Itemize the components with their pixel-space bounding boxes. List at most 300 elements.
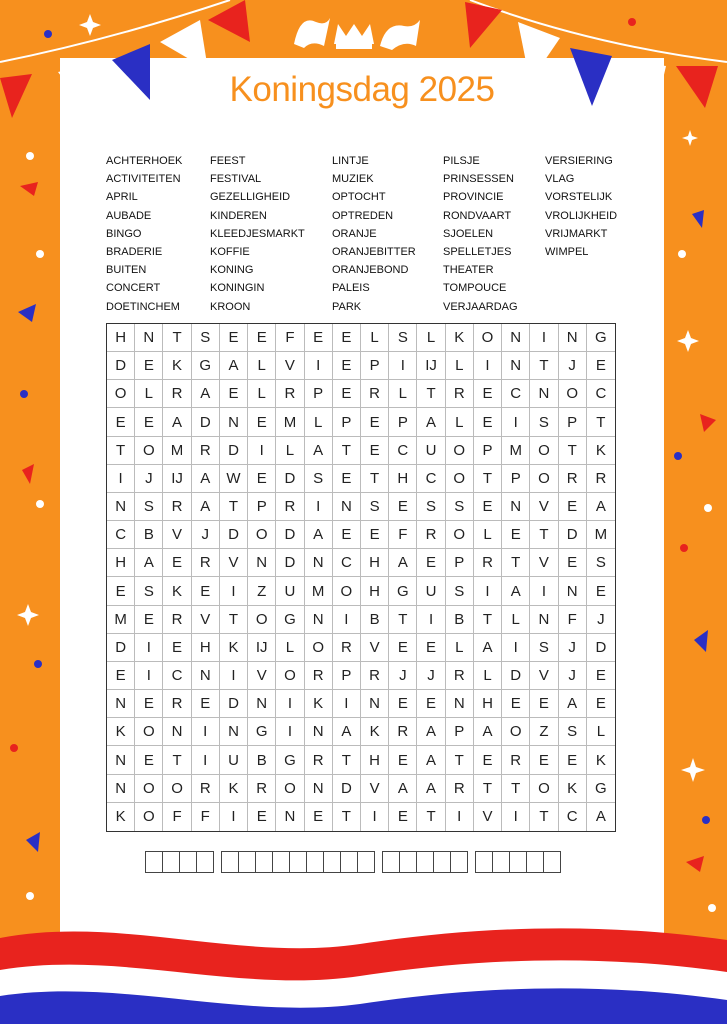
grid-cell[interactable]: N xyxy=(135,324,163,352)
grid-cell[interactable]: E xyxy=(559,746,587,774)
grid-cell[interactable]: N xyxy=(361,690,389,718)
grid-cell[interactable]: K xyxy=(107,718,135,746)
answer-letter-box[interactable] xyxy=(272,851,290,873)
grid-cell[interactable]: E xyxy=(248,408,276,436)
grid-cell[interactable]: R xyxy=(333,634,361,662)
grid-cell[interactable]: V xyxy=(220,549,248,577)
grid-cell[interactable]: E xyxy=(192,577,220,605)
grid-cell[interactable]: E xyxy=(333,521,361,549)
grid-cell[interactable]: N xyxy=(107,775,135,803)
grid-cell[interactable]: E xyxy=(333,465,361,493)
grid-cell[interactable]: N xyxy=(248,549,276,577)
grid-cell[interactable]: S xyxy=(361,493,389,521)
grid-cell[interactable]: E xyxy=(248,324,276,352)
answer-letter-box[interactable] xyxy=(323,851,341,873)
grid-cell[interactable]: I xyxy=(135,634,163,662)
answer-letter-box[interactable] xyxy=(382,851,400,873)
grid-cell[interactable]: T xyxy=(502,549,530,577)
grid-cell[interactable]: E xyxy=(389,634,417,662)
grid-cell[interactable]: O xyxy=(135,775,163,803)
grid-cell[interactable]: C xyxy=(502,380,530,408)
grid-cell[interactable]: T xyxy=(474,775,502,803)
grid-cell[interactable]: I xyxy=(446,803,474,831)
grid-cell[interactable]: A xyxy=(305,437,333,465)
grid-cell[interactable]: N xyxy=(559,324,587,352)
grid-cell[interactable]: B xyxy=(446,606,474,634)
grid-cell[interactable]: R xyxy=(163,690,191,718)
grid-cell[interactable]: A xyxy=(474,634,502,662)
grid-cell[interactable]: N xyxy=(107,493,135,521)
grid-cell[interactable]: R xyxy=(248,775,276,803)
grid-cell[interactable]: I xyxy=(107,465,135,493)
grid-cell[interactable]: E xyxy=(417,634,445,662)
grid-cell[interactable]: E xyxy=(333,352,361,380)
grid-cell[interactable]: H xyxy=(107,549,135,577)
grid-cell[interactable]: IJ xyxy=(417,352,445,380)
grid-cell[interactable]: B xyxy=(361,606,389,634)
grid-cell[interactable]: T xyxy=(333,746,361,774)
grid-cell[interactable]: Z xyxy=(530,718,558,746)
grid-cell[interactable]: E xyxy=(587,690,615,718)
grid-cell[interactable]: N xyxy=(305,549,333,577)
grid-cell[interactable]: A xyxy=(389,775,417,803)
grid-cell[interactable]: I xyxy=(220,662,248,690)
grid-cell[interactable]: O xyxy=(248,606,276,634)
grid-cell[interactable]: R xyxy=(389,718,417,746)
grid-cell[interactable]: D xyxy=(276,521,304,549)
grid-cell[interactable]: V xyxy=(276,352,304,380)
grid-cell[interactable]: O xyxy=(559,380,587,408)
grid-cell[interactable]: I xyxy=(276,718,304,746)
grid-cell[interactable]: J xyxy=(389,662,417,690)
grid-cell[interactable]: O xyxy=(135,803,163,831)
grid-cell[interactable]: U xyxy=(220,746,248,774)
grid-cell[interactable]: E xyxy=(135,690,163,718)
grid-cell[interactable]: R xyxy=(163,380,191,408)
grid-cell[interactable]: L xyxy=(502,606,530,634)
grid-cell[interactable]: D xyxy=(333,775,361,803)
grid-cell[interactable]: L xyxy=(446,352,474,380)
grid-cell[interactable]: U xyxy=(276,577,304,605)
grid-cell[interactable]: T xyxy=(220,493,248,521)
grid-cell[interactable]: E xyxy=(587,352,615,380)
grid-cell[interactable]: E xyxy=(220,324,248,352)
grid-cell[interactable]: F xyxy=(276,324,304,352)
grid-cell[interactable]: D xyxy=(192,408,220,436)
grid-cell[interactable]: G xyxy=(587,324,615,352)
grid-cell[interactable]: E xyxy=(474,746,502,774)
grid-cell[interactable]: K xyxy=(107,803,135,831)
grid-cell[interactable]: D xyxy=(276,549,304,577)
grid-cell[interactable]: I xyxy=(220,803,248,831)
grid-cell[interactable]: E xyxy=(530,690,558,718)
grid-cell[interactable]: K xyxy=(559,775,587,803)
grid-cell[interactable]: R xyxy=(276,380,304,408)
grid-cell[interactable]: I xyxy=(333,606,361,634)
grid-cell[interactable]: IJ xyxy=(163,465,191,493)
grid-cell[interactable]: R xyxy=(305,746,333,774)
grid-cell[interactable]: E xyxy=(587,662,615,690)
grid-cell[interactable]: J xyxy=(559,634,587,662)
grid-cell[interactable]: E xyxy=(530,746,558,774)
grid-cell[interactable]: G xyxy=(587,775,615,803)
grid-cell[interactable]: L xyxy=(248,352,276,380)
grid-cell[interactable]: P xyxy=(248,493,276,521)
grid-cell[interactable]: C xyxy=(107,521,135,549)
grid-cell[interactable]: T xyxy=(220,606,248,634)
grid-cell[interactable]: P xyxy=(446,718,474,746)
grid-cell[interactable]: A xyxy=(192,380,220,408)
grid-cell[interactable]: K xyxy=(587,746,615,774)
grid-cell[interactable]: A xyxy=(559,690,587,718)
grid-cell[interactable]: T xyxy=(163,324,191,352)
grid-cell[interactable]: M xyxy=(587,521,615,549)
grid-cell[interactable]: M xyxy=(107,606,135,634)
grid-cell[interactable]: H xyxy=(389,465,417,493)
grid-cell[interactable]: N xyxy=(276,803,304,831)
grid-cell[interactable]: D xyxy=(220,521,248,549)
grid-cell[interactable]: N xyxy=(220,718,248,746)
grid-cell[interactable]: R xyxy=(587,465,615,493)
grid-cell[interactable]: R xyxy=(361,380,389,408)
grid-cell[interactable]: L xyxy=(474,662,502,690)
grid-cell[interactable]: E xyxy=(587,577,615,605)
grid-cell[interactable]: C xyxy=(559,803,587,831)
grid-cell[interactable]: E xyxy=(559,549,587,577)
grid-cell[interactable]: A xyxy=(305,521,333,549)
grid-cell[interactable]: I xyxy=(305,493,333,521)
grid-cell[interactable]: T xyxy=(163,746,191,774)
grid-cell[interactable]: I xyxy=(192,746,220,774)
answer-letter-box[interactable] xyxy=(221,851,239,873)
grid-cell[interactable]: P xyxy=(333,662,361,690)
grid-cell[interactable]: L xyxy=(305,408,333,436)
grid-cell[interactable]: V xyxy=(361,775,389,803)
grid-cell[interactable]: E xyxy=(107,662,135,690)
answer-letter-box[interactable] xyxy=(179,851,197,873)
grid-cell[interactable]: Z xyxy=(248,577,276,605)
grid-cell[interactable]: D xyxy=(502,662,530,690)
grid-cell[interactable]: N xyxy=(305,775,333,803)
grid-cell[interactable]: C xyxy=(163,662,191,690)
grid-cell[interactable]: N xyxy=(333,493,361,521)
grid-cell[interactable]: E xyxy=(135,352,163,380)
answer-letter-box[interactable] xyxy=(340,851,358,873)
grid-cell[interactable]: T xyxy=(559,437,587,465)
grid-cell[interactable]: O xyxy=(446,437,474,465)
grid-cell[interactable]: E xyxy=(163,634,191,662)
grid-cell[interactable]: O xyxy=(530,465,558,493)
grid-cell[interactable]: P xyxy=(474,437,502,465)
grid-cell[interactable]: D xyxy=(107,634,135,662)
grid-cell[interactable]: R xyxy=(163,606,191,634)
grid-cell[interactable]: D xyxy=(220,437,248,465)
answer-letter-box[interactable] xyxy=(145,851,163,873)
grid-cell[interactable]: V xyxy=(474,803,502,831)
grid-cell[interactable]: V xyxy=(361,634,389,662)
grid-cell[interactable]: E xyxy=(135,606,163,634)
grid-cell[interactable]: T xyxy=(587,408,615,436)
grid-cell[interactable]: J xyxy=(559,662,587,690)
grid-cell[interactable]: I xyxy=(220,577,248,605)
grid-cell[interactable]: N xyxy=(502,352,530,380)
grid-cell[interactable]: T xyxy=(530,352,558,380)
grid-cell[interactable]: A xyxy=(474,718,502,746)
grid-cell[interactable]: J xyxy=(135,465,163,493)
answer-letter-box[interactable] xyxy=(306,851,324,873)
grid-cell[interactable]: N xyxy=(248,690,276,718)
grid-cell[interactable]: N xyxy=(502,493,530,521)
answer-letter-box[interactable] xyxy=(357,851,375,873)
grid-cell[interactable]: R xyxy=(192,437,220,465)
grid-cell[interactable]: L xyxy=(446,634,474,662)
grid-cell[interactable]: I xyxy=(361,803,389,831)
grid-cell[interactable]: K xyxy=(305,690,333,718)
grid-cell[interactable]: T xyxy=(474,465,502,493)
grid-cell[interactable]: G xyxy=(276,606,304,634)
grid-cell[interactable]: O xyxy=(502,718,530,746)
grid-cell[interactable]: L xyxy=(248,380,276,408)
grid-cell[interactable]: E xyxy=(474,408,502,436)
grid-cell[interactable]: K xyxy=(587,437,615,465)
answer-letter-box[interactable] xyxy=(416,851,434,873)
grid-cell[interactable]: L xyxy=(587,718,615,746)
grid-cell[interactable]: W xyxy=(220,465,248,493)
grid-cell[interactable]: O xyxy=(107,380,135,408)
grid-cell[interactable]: I xyxy=(192,718,220,746)
answer-letter-box[interactable] xyxy=(196,851,214,873)
grid-cell[interactable]: H xyxy=(361,746,389,774)
grid-cell[interactable]: E xyxy=(474,493,502,521)
grid-cell[interactable]: P xyxy=(389,408,417,436)
grid-cell[interactable]: D xyxy=(559,521,587,549)
grid-cell[interactable]: S xyxy=(446,493,474,521)
grid-cell[interactable]: C xyxy=(587,380,615,408)
grid-cell[interactable]: L xyxy=(276,634,304,662)
grid-cell[interactable]: O xyxy=(135,718,163,746)
grid-cell[interactable]: C xyxy=(417,465,445,493)
answer-letter-box[interactable] xyxy=(238,851,256,873)
grid-cell[interactable]: I xyxy=(474,577,502,605)
grid-cell[interactable]: O xyxy=(474,324,502,352)
grid-cell[interactable]: V xyxy=(192,606,220,634)
grid-cell[interactable]: R xyxy=(361,662,389,690)
grid-cell[interactable]: R xyxy=(192,775,220,803)
grid-cell[interactable]: E xyxy=(192,690,220,718)
grid-cell[interactable]: D xyxy=(220,690,248,718)
answer-letter-box[interactable] xyxy=(433,851,451,873)
grid-cell[interactable]: A xyxy=(502,577,530,605)
grid-cell[interactable]: O xyxy=(530,775,558,803)
grid-cell[interactable]: K xyxy=(220,634,248,662)
grid-cell[interactable]: A xyxy=(333,718,361,746)
grid-cell[interactable]: S xyxy=(530,408,558,436)
grid-cell[interactable]: D xyxy=(107,352,135,380)
grid-cell[interactable]: R xyxy=(502,746,530,774)
grid-cell[interactable]: S xyxy=(530,634,558,662)
grid-cell[interactable]: R xyxy=(163,493,191,521)
grid-cell[interactable]: J xyxy=(192,521,220,549)
grid-cell[interactable]: N xyxy=(446,690,474,718)
grid-cell[interactable]: V xyxy=(248,662,276,690)
grid-cell[interactable]: A xyxy=(135,549,163,577)
grid-cell[interactable]: E xyxy=(248,465,276,493)
grid-cell[interactable]: L xyxy=(417,324,445,352)
grid-cell[interactable]: A xyxy=(192,493,220,521)
grid-cell[interactable]: R xyxy=(446,380,474,408)
grid-cell[interactable]: I xyxy=(417,606,445,634)
grid-cell[interactable]: G xyxy=(276,746,304,774)
grid-cell[interactable]: V xyxy=(530,549,558,577)
grid-cell[interactable]: E xyxy=(389,803,417,831)
grid-cell[interactable]: I xyxy=(502,408,530,436)
grid-cell[interactable]: B xyxy=(248,746,276,774)
grid-cell[interactable]: E xyxy=(333,324,361,352)
answer-letter-box[interactable] xyxy=(289,851,307,873)
grid-cell[interactable]: T xyxy=(107,437,135,465)
grid-cell[interactable]: S xyxy=(192,324,220,352)
grid-cell[interactable]: E xyxy=(361,408,389,436)
grid-cell[interactable]: A xyxy=(389,549,417,577)
grid-cell[interactable]: U xyxy=(417,577,445,605)
grid-cell[interactable]: L xyxy=(474,521,502,549)
grid-cell[interactable]: I xyxy=(530,324,558,352)
grid-cell[interactable]: K xyxy=(163,352,191,380)
grid-cell[interactable]: B xyxy=(135,521,163,549)
grid-cell[interactable]: H xyxy=(361,549,389,577)
grid-cell[interactable]: N xyxy=(107,746,135,774)
grid-cell[interactable]: E xyxy=(389,493,417,521)
grid-cell[interactable]: O xyxy=(333,577,361,605)
answer-letter-box[interactable] xyxy=(526,851,544,873)
grid-cell[interactable]: A xyxy=(220,352,248,380)
answer-letter-box[interactable] xyxy=(450,851,468,873)
grid-cell[interactable]: E xyxy=(220,380,248,408)
grid-cell[interactable]: M xyxy=(276,408,304,436)
grid-cell[interactable]: R xyxy=(276,493,304,521)
grid-cell[interactable]: E xyxy=(107,408,135,436)
grid-cell[interactable]: D xyxy=(587,634,615,662)
grid-cell[interactable]: P xyxy=(305,380,333,408)
grid-cell[interactable]: E xyxy=(389,690,417,718)
grid-cell[interactable]: O xyxy=(135,437,163,465)
grid-cell[interactable]: E xyxy=(163,549,191,577)
grid-cell[interactable]: E xyxy=(305,324,333,352)
answer-letter-box[interactable] xyxy=(509,851,527,873)
grid-cell[interactable]: V xyxy=(530,493,558,521)
grid-cell[interactable]: A xyxy=(417,775,445,803)
grid-cell[interactable]: E xyxy=(417,549,445,577)
grid-cell[interactable]: G xyxy=(248,718,276,746)
grid-cell[interactable]: O xyxy=(276,775,304,803)
grid-cell[interactable]: T xyxy=(333,437,361,465)
grid-cell[interactable]: S xyxy=(135,577,163,605)
grid-cell[interactable]: E xyxy=(305,803,333,831)
grid-cell[interactable]: J xyxy=(587,606,615,634)
answer-letter-box[interactable] xyxy=(543,851,561,873)
grid-cell[interactable]: R xyxy=(446,775,474,803)
grid-cell[interactable]: L xyxy=(361,324,389,352)
grid-cell[interactable]: T xyxy=(417,803,445,831)
grid-cell[interactable]: A xyxy=(595,808,606,826)
grid-cell[interactable]: P xyxy=(333,408,361,436)
grid-cell[interactable]: H xyxy=(361,577,389,605)
grid-cell[interactable]: N xyxy=(107,690,135,718)
grid-cell[interactable]: N xyxy=(163,718,191,746)
grid-cell[interactable]: F xyxy=(559,606,587,634)
grid-cell[interactable]: E xyxy=(107,577,135,605)
grid-cell[interactable]: H xyxy=(474,690,502,718)
grid-cell[interactable]: M xyxy=(502,437,530,465)
grid-cell[interactable]: O xyxy=(446,465,474,493)
grid-cell[interactable]: T xyxy=(361,465,389,493)
grid-cell[interactable]: E xyxy=(389,746,417,774)
grid-cell[interactable]: N xyxy=(192,662,220,690)
grid-cell[interactable]: S xyxy=(305,465,333,493)
grid-cell[interactable]: T xyxy=(502,775,530,803)
grid-cell[interactable]: S xyxy=(389,324,417,352)
grid-cell[interactable]: I xyxy=(502,803,530,831)
grid-cell[interactable]: V xyxy=(163,521,191,549)
grid-cell[interactable]: A xyxy=(192,465,220,493)
grid-cell[interactable]: O xyxy=(446,521,474,549)
grid-cell[interactable]: T xyxy=(474,606,502,634)
grid-cell[interactable]: G xyxy=(192,352,220,380)
grid-cell[interactable]: I xyxy=(305,352,333,380)
grid-cell[interactable]: S xyxy=(417,493,445,521)
grid-cell[interactable]: I xyxy=(248,437,276,465)
grid-cell[interactable]: E xyxy=(559,493,587,521)
grid-cell[interactable]: K xyxy=(163,577,191,605)
grid-cell[interactable]: E xyxy=(417,690,445,718)
grid-cell[interactable]: E xyxy=(361,521,389,549)
grid-cell[interactable]: I xyxy=(333,690,361,718)
grid-cell[interactable]: R xyxy=(446,662,474,690)
grid-cell[interactable]: T xyxy=(446,746,474,774)
grid-cell[interactable]: E xyxy=(502,521,530,549)
grid-cell[interactable]: S xyxy=(135,493,163,521)
grid-cell[interactable]: M xyxy=(305,577,333,605)
grid-cell[interactable]: P xyxy=(361,352,389,380)
grid-cell[interactable]: N xyxy=(220,408,248,436)
grid-cell[interactable]: E xyxy=(248,803,276,831)
grid-cell[interactable]: N xyxy=(530,380,558,408)
answer-letter-box[interactable] xyxy=(492,851,510,873)
grid-cell[interactable]: I xyxy=(530,577,558,605)
grid-cell[interactable]: T xyxy=(530,803,558,831)
grid-cell[interactable]: N xyxy=(305,718,333,746)
grid-cell[interactable]: P xyxy=(502,465,530,493)
grid-cell[interactable]: A xyxy=(163,408,191,436)
grid-cell[interactable]: M xyxy=(163,437,191,465)
grid-cell[interactable]: E xyxy=(333,380,361,408)
grid-cell[interactable]: F xyxy=(192,803,220,831)
grid-cell[interactable]: F xyxy=(163,803,191,831)
grid-cell[interactable]: F xyxy=(389,521,417,549)
grid-cell[interactable]: U xyxy=(417,437,445,465)
grid-cell[interactable]: N xyxy=(530,606,558,634)
grid-cell[interactable]: A xyxy=(417,746,445,774)
grid-cell[interactable]: N xyxy=(559,577,587,605)
grid-cell[interactable]: N xyxy=(502,324,530,352)
grid-cell[interactable]: S xyxy=(559,718,587,746)
grid-cell[interactable]: K xyxy=(446,324,474,352)
grid-cell[interactable]: L xyxy=(276,437,304,465)
grid-cell[interactable]: A xyxy=(417,408,445,436)
grid-cell[interactable]: G xyxy=(389,577,417,605)
grid-cell[interactable]: O xyxy=(530,437,558,465)
grid-cell[interactable]: R xyxy=(305,662,333,690)
